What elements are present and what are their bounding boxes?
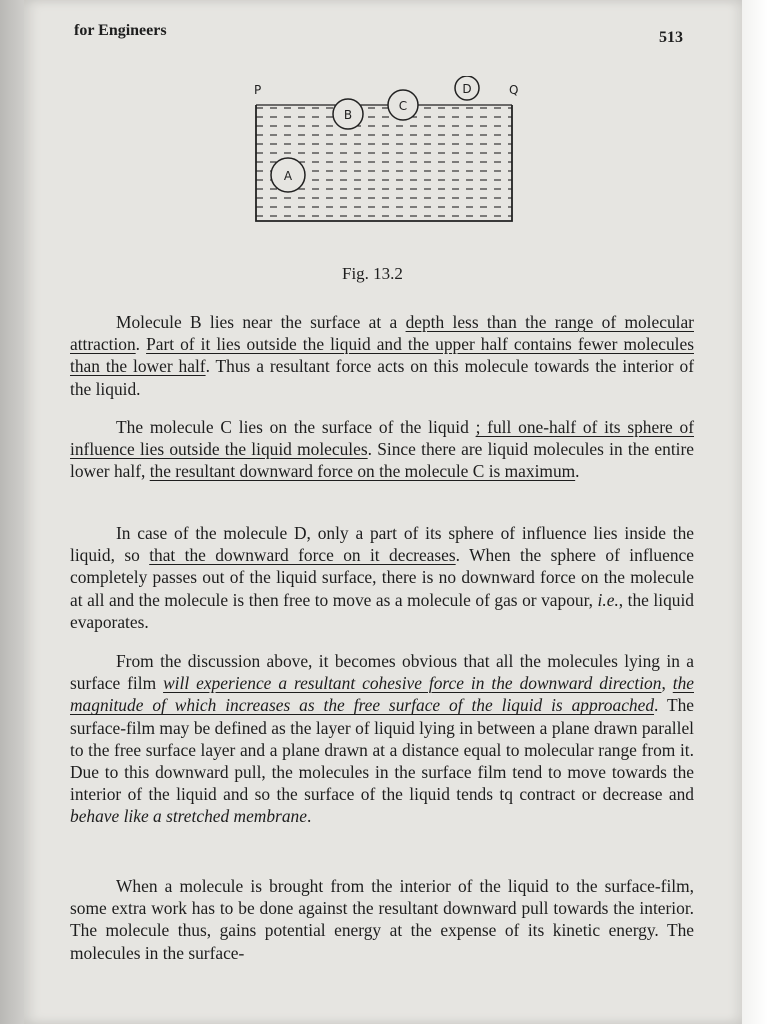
label-q: Q <box>509 83 519 97</box>
paragraph-molecule-b <box>70 311 694 400</box>
book-spine-shadow <box>0 0 24 1024</box>
text-segment: Part of it lies outside the liquid and the upper half contains fewer molecules than the lower half <box>70 334 694 377</box>
text-segment: . Since there are liquid molecules in the entire lower half, <box>70 439 695 482</box>
label-d: D <box>462 82 472 96</box>
paragraph-molecule-d <box>70 522 694 633</box>
text-segment: In case of the molecule D, only a part of its sphere of influence lies inside the liquid, so <box>70 523 694 566</box>
text-segment: Molecule B lies near the surface at a <box>116 312 406 332</box>
liquid-container-figure <box>240 76 530 226</box>
text-segment: will experience a resultant cohesive force in the downward direction <box>163 673 662 694</box>
molecule-d <box>455 76 479 100</box>
text-segment: From the discussion above, it becomes obvious that all the molecules lying in a surface film <box>70 651 694 694</box>
text-segment: behave like a stretched membrane <box>70 806 307 827</box>
text-segment: . The surface-film may be defined as the layer of liquid lying in between a plane drawn parallel to the free surface layer and a plane drawn at a distance equal to molecular range from it. Due to this downward pull, the molecules in the surface film tend to move towards the interior of the liquid and so the surface of the liquid tends tq contract or decrease and <box>70 695 695 805</box>
label-c: C <box>398 99 408 113</box>
label-b: B <box>343 108 353 122</box>
molecule-b <box>333 99 363 129</box>
paragraph-potential-energy <box>70 875 694 964</box>
running-head: for Engineers <box>74 22 167 39</box>
text-segment: , the liquid evaporates. <box>70 589 695 632</box>
page-edge <box>742 0 768 1024</box>
text-segment: the resultant downward force on the molecule C is maximum <box>149 461 576 482</box>
paragraph-molecule-c <box>70 416 694 483</box>
label-p: P <box>254 83 262 97</box>
text-segment: . <box>575 461 580 482</box>
molecule-c <box>388 90 418 120</box>
paragraph-surface-film <box>70 650 694 828</box>
text-segment: ; full one-half of its sphere of influence lies outside the liquid molecules <box>70 417 695 460</box>
text-segment: . <box>306 806 312 827</box>
text-segment: that the downward force on it decreases <box>149 545 456 566</box>
text-segment: . Thus a resultant force acts on this molecule towards the interior of the liquid. <box>70 356 694 399</box>
text-segment: When a molecule is brought from the interior of the liquid to the surface-film, some extra work has to be done against the resultant downward pull towards the interior. The molecule thus, gains potential energy at the expense of its kinetic energy. The molecules in the surface- <box>70 876 694 963</box>
text-segment: . When the sphere of influence completely passes out of the liquid surface, there is no downward force on the molecule at all and the molecule is then free to move as a molecule of gas or vapour, <box>70 545 694 610</box>
text-segment: The molecule C lies on the surface of the liquid <box>116 417 476 437</box>
figure-caption: Fig. 13.2 <box>342 264 403 283</box>
text-segment: , <box>661 673 673 694</box>
page-number: 513 <box>659 29 683 46</box>
molecule-a <box>271 158 305 192</box>
text-segment: . <box>135 334 147 355</box>
label-a: A <box>283 169 293 183</box>
text-segment: the magnitude of which increases as the free surface of the liquid is approached <box>70 673 694 716</box>
text-segment: i.e. <box>597 589 619 610</box>
text-segment: depth less than the range of molecular attraction <box>70 312 694 355</box>
